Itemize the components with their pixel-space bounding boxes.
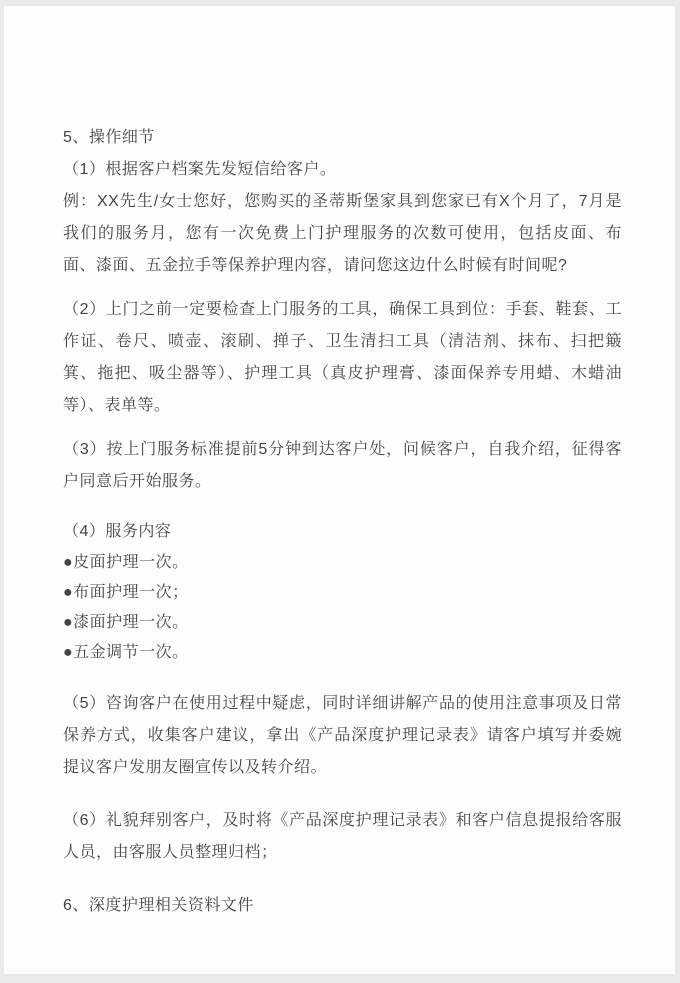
section-6-heading: 6、深度护理相关资料文件 — [63, 897, 254, 914]
service-items-list — [63, 548, 622, 668]
section-5-heading: 5、操作细节 — [63, 129, 155, 146]
service-item: ●布面护理一次； — [63, 584, 189, 601]
service-item: ●漆面护理一次。 — [63, 614, 189, 631]
step-6-paragraph: （6）礼貌拜别客户，及时将《产品深度护理记录表》和客户信息提报给客服人员，由客服人员整理归档； — [63, 812, 622, 861]
step-5-paragraph: （5）咨询客户在使用过程中疑虑，同时详细讲解产品的使用注意事项及日常保养方式，收集客户建议，拿出《产品深度护理记录表》请客户填写并委婉提议客户发朋友圈宣传以及转介绍。 — [63, 695, 622, 776]
step-4-paragraph: （4）服务内容 — [63, 523, 172, 540]
step-2-paragraph: （2）上门之前一定要检查上门服务的工具，确保工具到位：手套、鞋套、工作证、卷尺、喷壶、滚刷、掸子、卫生清扫工具（清洁剂、抹布、扫把簸箕、拖把、吸尘器等）、护理工具（真皮护理膏、漆面保养专用蜡、木蜡油等）、表单等。 — [63, 301, 622, 414]
paper-sheet — [4, 6, 675, 974]
step-1-paragraph: （1）根据客户档案先发短信给客户。 — [63, 161, 337, 178]
service-item: ●五金调节一次。 — [63, 644, 189, 661]
step-3-paragraph: （3）按上门服务标准提前5分钟到达客户处，问候客户，自我介绍，征得客户同意后开始服务。 — [63, 441, 622, 490]
document-body — [63, 122, 622, 922]
service-item: ●皮面护理一次。 — [63, 554, 189, 571]
step-1-example-paragraph: 例：XX先生/女士您好，您购买的圣蒂斯堡家具到您家已有X个月了，7月是我们的服务月，您有一次免费上门护理服务的次数可使用，包括皮面、布面、漆面、五金拉手等保养护理内容，请问您这边什么时候有时间呢? — [63, 193, 622, 274]
